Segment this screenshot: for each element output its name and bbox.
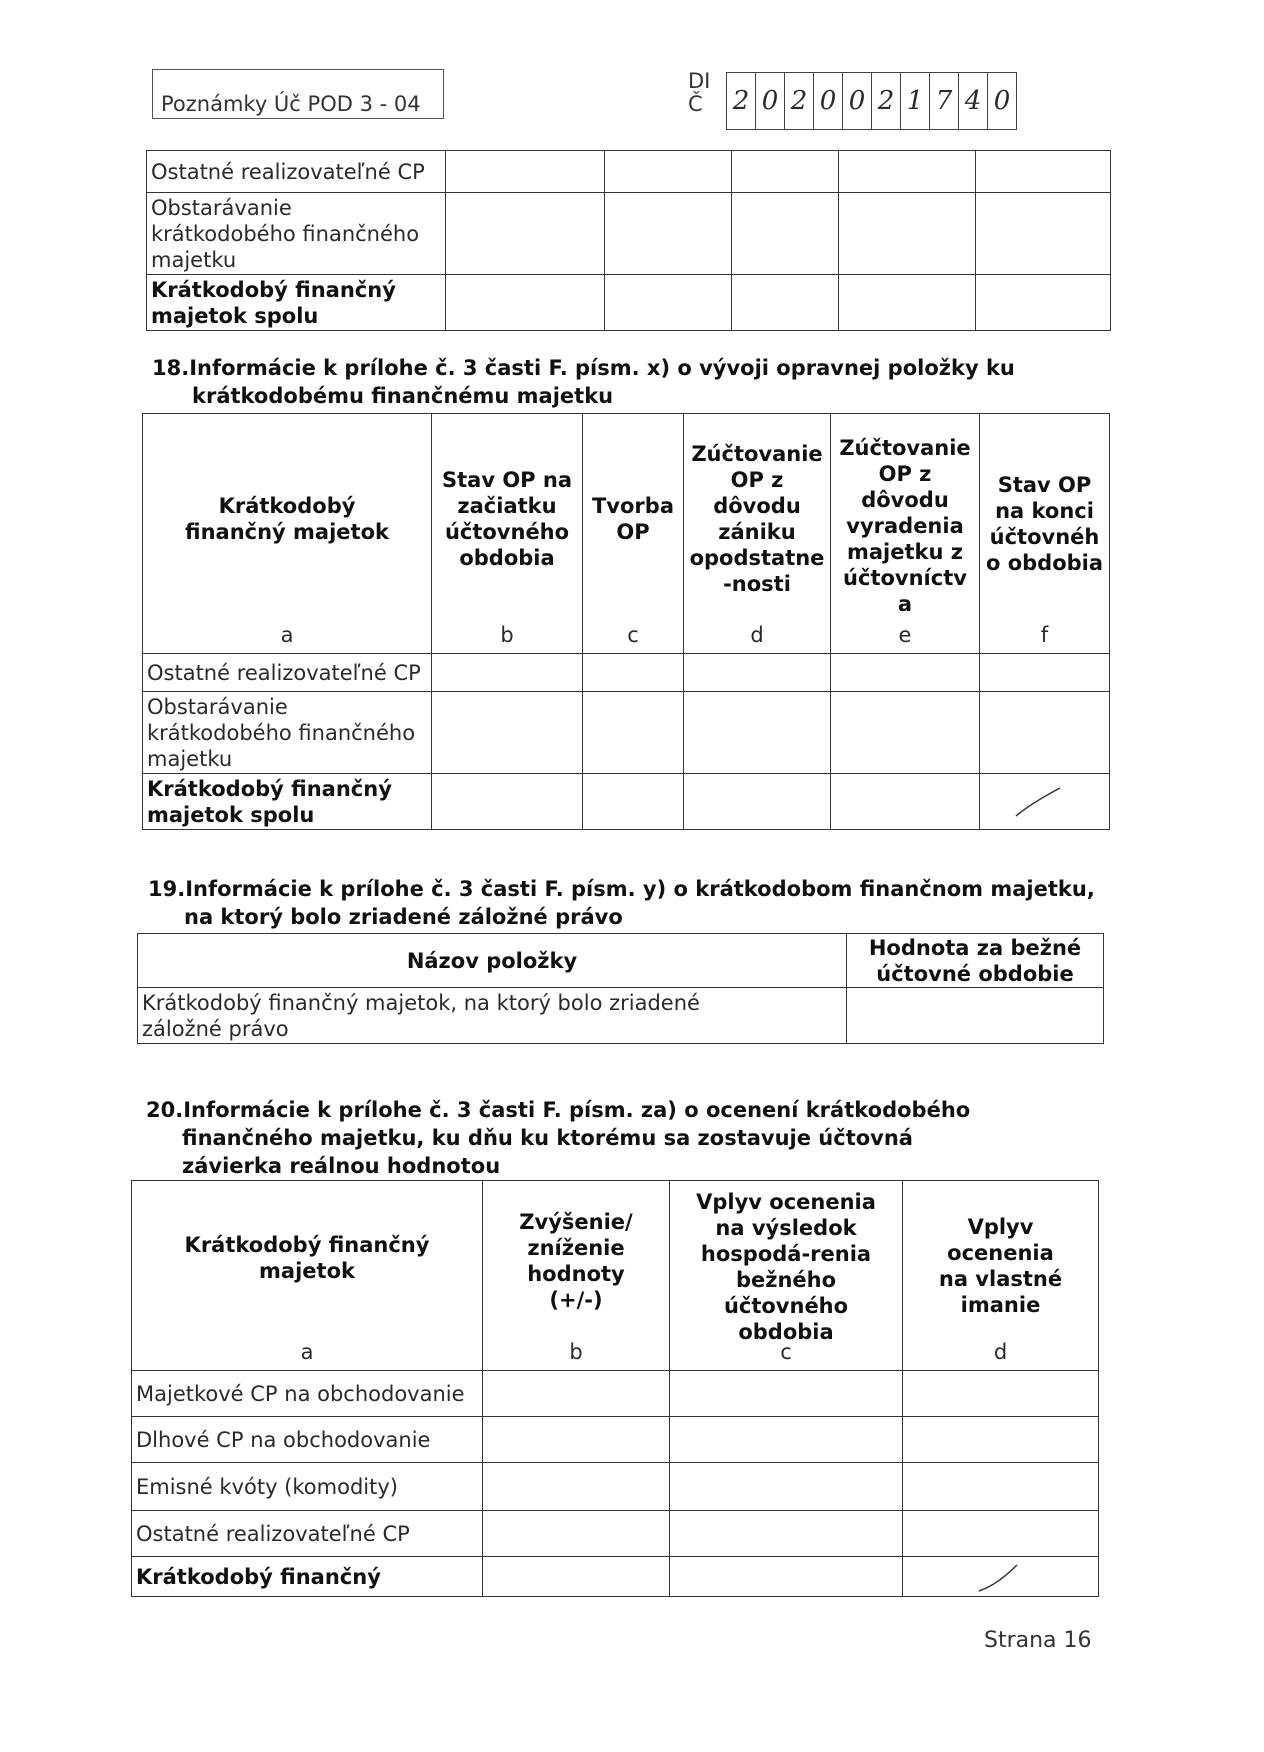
top-table: [146, 150, 1111, 331]
row-label: Ostatné realizovateľné CP: [147, 151, 446, 193]
col-letter: b: [569, 1340, 583, 1364]
col-value-header: Hodnota za bežné účtovné obdobie: [847, 934, 1104, 988]
row-label-total: Krátkodobý finančný: [132, 1557, 483, 1597]
col-letter: c: [780, 1340, 792, 1364]
col-header: Vplyv ocenenia na vlastné imanie d: [903, 1181, 1099, 1371]
row-label: Ostatné realizovateľné CP: [143, 654, 432, 692]
col-name-header: Názov položky: [138, 934, 847, 988]
col-letter: b: [500, 623, 514, 647]
section-title-line1: Informácie k prílohe č. 3 časti F. písm. y) o krátkodobom finančnom majetku,: [185, 877, 1095, 901]
section-title-line3: závierka reálnou hodnotou: [182, 1154, 501, 1178]
di-digit: 4: [959, 73, 988, 129]
di-label-line1: DI: [688, 69, 711, 93]
section-20-table: [131, 1180, 1099, 1597]
section-19-table: [137, 933, 1104, 1044]
checkmark-cell: [903, 1557, 1099, 1597]
di-label-line2: Č: [688, 92, 703, 116]
row-label: Krátkodobý finančný majetok, na ktorý bolo zriadené záložné právo: [138, 988, 847, 1044]
checkmark-icon: [973, 1557, 1033, 1597]
section-title-line1: Informácie k prílohe č. 3 časti F. písm. za) o ocenení krátkodobého: [183, 1098, 971, 1122]
section-number: 20.: [146, 1098, 184, 1122]
section-19-title: [148, 875, 1118, 931]
col-letter: d: [750, 623, 764, 647]
row-label: Emisné kvóty (komodity): [132, 1463, 483, 1511]
section-18-table: [142, 413, 1110, 830]
col-header: Krátkodobý finančný majetok a: [143, 414, 432, 654]
col-header: Stav OP na konci účtovnéh o obdobia f: [980, 414, 1110, 654]
section-title-line2: finančného majetku, ku dňu ku ktorému sa zostavuje účtovná: [182, 1126, 913, 1150]
checkmark-cell: [980, 774, 1110, 830]
row-label-total: Krátkodobý finančný majetok spolu: [147, 275, 446, 331]
section-20-title: [146, 1096, 1106, 1180]
col-letter: a: [280, 623, 294, 647]
section-18-title: [152, 354, 1112, 410]
row-label: Obstarávanie krátkodobého finančného majetku: [143, 692, 432, 774]
di-digit: 0: [993, 86, 1011, 116]
di-digit: 2: [785, 73, 814, 129]
row-label-total: Krátkodobý finančný majetok spolu: [143, 774, 432, 830]
form-label: Poznámky Úč POD 3 - 04: [161, 92, 421, 116]
col-letter: e: [898, 623, 912, 647]
section-title-line1: Informácie k prílohe č. 3 časti F. písm. x) o vývoji opravnej položky ku: [189, 356, 1015, 380]
col-header: Zúčtovanie OP z dôvodu zániku opodstatne -nosti d: [684, 414, 831, 654]
di-label: [688, 70, 712, 116]
di-digit: 0: [756, 73, 785, 129]
col-letter: f: [1040, 623, 1049, 647]
section-title-line2: krátkodobému finančnému majetku: [192, 384, 614, 408]
col-letter: c: [627, 623, 639, 647]
row-label: Ostatné realizovateľné CP: [132, 1511, 483, 1557]
row-label: Obstarávanie krátkodobého finančného majetku: [147, 193, 446, 275]
di-digit: 2: [872, 73, 901, 129]
di-number-boxes: [726, 72, 1017, 130]
col-header: Krátkodobý finančný majetok a: [132, 1181, 483, 1371]
row-label: Majetkové CP na obchodovanie: [132, 1371, 483, 1417]
page-number: Strana 16: [984, 1628, 1092, 1653]
di-digit: 0: [843, 73, 872, 129]
col-letter: a: [300, 1340, 314, 1364]
di-digit: 0: [814, 73, 843, 129]
col-header: Zúčtovanie OP z dôvodu vyradenia majetku z účtovníctv a e: [831, 414, 980, 654]
row-label: Dlhové CP na obchodovanie: [132, 1417, 483, 1463]
col-header: Stav OP na začiatku účtovného obdobia b: [432, 414, 583, 654]
form-label-box: [152, 69, 444, 119]
col-header: Tvorba OP c: [583, 414, 684, 654]
col-header: Zvýšenie/ zníženie hodnoty (+/-) b: [483, 1181, 670, 1371]
section-title-line2: na ktorý bolo zriadené záložné právo: [184, 905, 623, 929]
section-number: 18.: [152, 356, 190, 380]
col-letter: d: [993, 1340, 1008, 1364]
di-digit: 2: [727, 73, 756, 129]
checkmark-icon: [1010, 782, 1070, 822]
col-header: Vplyv ocenenia na výsledok hospodá-renia bežného účtovného obdobia c: [670, 1181, 903, 1371]
di-digit: 7: [930, 73, 959, 129]
section-number: 19.: [148, 877, 186, 901]
di-digit: 1: [901, 73, 930, 129]
